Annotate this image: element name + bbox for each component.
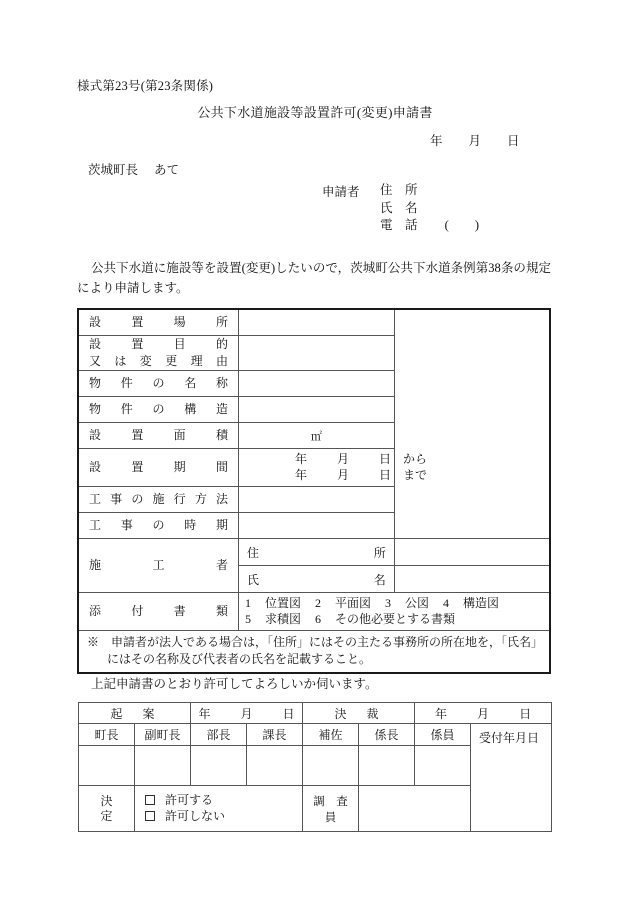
attachment-num-1: 1 [245, 596, 251, 610]
checkbox-deny-icon[interactable] [145, 811, 155, 821]
issue-date-month: 月 [468, 134, 482, 148]
official-title-deputy-mayor: 副町長 [135, 724, 191, 746]
tel-paren-open: ( [444, 218, 449, 232]
form-number: 様式第23号(第23条関係) [77, 79, 214, 93]
option-permit-label: 許可する [165, 793, 214, 807]
table-row-construction-time [78, 513, 550, 539]
approval-date-day: 日 [519, 706, 532, 721]
attachments-line-1 [245, 595, 549, 611]
label-construction-time: 工事の時期 [78, 513, 239, 539]
official-title-mayor: 町長 [79, 724, 135, 746]
option-permit-row[interactable] [145, 792, 302, 808]
applicant-fields [380, 182, 479, 235]
period-from-line [295, 451, 428, 467]
applicant-tel-label: 電 話 [380, 218, 418, 232]
label-install-purpose [78, 336, 239, 371]
draft-label: 起 案 [79, 703, 191, 724]
label-install-purpose-line2: 又は変更理由 [89, 354, 228, 368]
value-contractor-address[interactable] [394, 539, 550, 566]
addressee-line [88, 160, 179, 178]
attachment-item-4 [443, 595, 499, 611]
official-title-section-head: 課長 [247, 724, 303, 746]
attachment-num-4: 4 [443, 596, 450, 610]
period-from-suffix: から [403, 452, 428, 466]
label-install-period: 設置期間 [78, 449, 239, 487]
addressee-suffix: あて [154, 163, 180, 177]
draft-date-month: 月 [240, 706, 253, 721]
stamp-section-head[interactable] [247, 746, 303, 786]
official-title-chief: 係長 [359, 724, 415, 746]
attachment-item-5 [245, 611, 301, 627]
issue-date-year: 年 [430, 134, 443, 148]
table-row-object-name [78, 371, 550, 397]
attachment-num-6: 6 [315, 612, 322, 626]
period-from-day: 日 [379, 452, 392, 466]
applicant-label: 申請者 [322, 185, 360, 199]
value-construction-method[interactable] [239, 487, 395, 513]
checkbox-permit-icon[interactable] [145, 795, 155, 805]
value-install-purpose[interactable] [239, 336, 395, 371]
attachment-text-6: その他必要とする書類 [335, 612, 456, 626]
table-row-install-period [78, 449, 550, 487]
value-attachments[interactable] [239, 593, 551, 631]
table-row-object-structure [78, 397, 550, 423]
value-contractor-name[interactable] [394, 566, 550, 593]
decision-label-line2: 定 [100, 808, 113, 823]
label-install-location: 設置場所 [78, 309, 239, 336]
stamp-chief[interactable] [359, 746, 415, 786]
addressee-name: 茨城町長 [88, 163, 139, 177]
value-construction-time[interactable] [239, 513, 395, 539]
decision-options [135, 786, 303, 832]
attachment-item-2 [315, 595, 371, 611]
table-row-construction-method [78, 487, 550, 513]
stamp-assistant[interactable] [303, 746, 359, 786]
issue-date-day: 日 [507, 134, 520, 148]
approval-date-month: 月 [477, 706, 490, 721]
official-title-staff: 係員 [415, 724, 471, 746]
stamp-staff[interactable] [415, 746, 471, 786]
table-row-contractor-address [78, 539, 550, 566]
approval-date-year: 年 [435, 706, 448, 721]
document-title: 公共下水道施設等設置許可(変更)申請書 [197, 105, 433, 120]
label-contractor-address: 住 所 [239, 539, 395, 566]
attachment-text-5: 求積図 [265, 612, 302, 626]
approval-date[interactable] [415, 703, 552, 724]
value-install-period[interactable] [239, 449, 428, 487]
label-object-name: 物件の名称 [78, 371, 239, 397]
receipt-date-cell[interactable]: 受付年月日 [471, 724, 552, 832]
option-deny-label: 許可しない [165, 809, 226, 823]
applicant-name-field: 氏 名 [380, 200, 418, 215]
official-title-department-head: 部長 [191, 724, 247, 746]
value-install-area-unit[interactable]: ㎡ [239, 423, 395, 449]
applicant-address-field: 住 所 [380, 183, 418, 197]
attachment-num-3: 3 [385, 596, 392, 610]
issue-date-line [430, 131, 520, 149]
option-deny-row[interactable] [145, 808, 302, 824]
label-construction-method: 工事の施行方法 [78, 487, 239, 513]
attachment-num-5: 5 [245, 612, 251, 626]
attachment-item-3 [385, 595, 429, 611]
approval-header-row [79, 703, 552, 724]
attachment-text-3: 公図 [405, 596, 430, 610]
table-row-install-location [78, 309, 550, 336]
period-to-year: 年 [295, 468, 308, 482]
draft-date-year: 年 [198, 706, 211, 721]
label-install-area: 設置面積 [78, 423, 239, 449]
attachment-text-1: 位置図 [265, 596, 302, 610]
table-row-note [78, 631, 550, 674]
draft-date-day: 日 [282, 706, 295, 721]
request-paragraph: 公共下水道に施設等を設置(変更)したいので，茨城町公共下水道条例第38条の規定により申請します。 [77, 261, 551, 295]
table-row-install-area [78, 423, 550, 449]
note-text [78, 631, 550, 674]
stamp-department-head[interactable] [191, 746, 247, 786]
label-contractor-name: 氏 名 [239, 566, 395, 593]
decision-label [79, 786, 135, 832]
attachment-item-6 [315, 611, 455, 627]
label-contractor: 施工者 [78, 539, 239, 593]
draft-date[interactable] [191, 703, 303, 724]
attachment-text-2: 平面図 [335, 596, 372, 610]
attachments-line-2 [245, 611, 549, 627]
approval-routing-table [78, 702, 552, 832]
decision-label-line1: 決 [100, 793, 113, 808]
label-attachments: 添付書類 [78, 593, 239, 631]
table-row-install-purpose [78, 336, 550, 371]
applicant-tel-field [380, 217, 479, 235]
applicant-tel-paren [445, 217, 479, 235]
label-object-structure: 物件の構造 [78, 397, 239, 423]
inspector-value[interactable] [359, 786, 471, 832]
approval-label: 決 裁 [303, 703, 415, 724]
value-object-name[interactable] [239, 371, 395, 397]
table-row-attachments [78, 593, 550, 631]
application-details-table [77, 308, 551, 674]
period-to-day: 日 [379, 468, 392, 482]
attachment-num-2: 2 [315, 596, 322, 610]
tel-paren-close: ) [474, 218, 479, 232]
officials-header-row [79, 724, 552, 746]
inquiry-paragraph: 上記申請書のとおり許可してよろしいか伺います。 [91, 677, 378, 691]
label-install-purpose-line1: 設置目的 [89, 337, 228, 351]
period-to-month: 月 [337, 468, 350, 482]
official-title-assistant: 補佐 [303, 724, 359, 746]
attachment-item-1 [245, 595, 301, 611]
inspector-label: 調 査 員 [303, 786, 359, 832]
note-text-content: ※ 申請者が法人である場合は，「住所」にはその主たる事務所の所在地を，「氏名」にはその名称及び代表者の氏名を記載すること。 [87, 635, 538, 666]
value-install-location[interactable] [239, 309, 395, 336]
attachment-text-4: 構造図 [463, 596, 500, 610]
period-from-year: 年 [295, 452, 308, 466]
period-from-month: 月 [337, 452, 350, 466]
stamp-mayor[interactable] [79, 746, 135, 786]
period-to-suffix: まで [403, 468, 428, 482]
stamp-deputy-mayor[interactable] [135, 746, 191, 786]
period-to-line [295, 467, 428, 483]
value-object-structure[interactable] [239, 397, 395, 423]
